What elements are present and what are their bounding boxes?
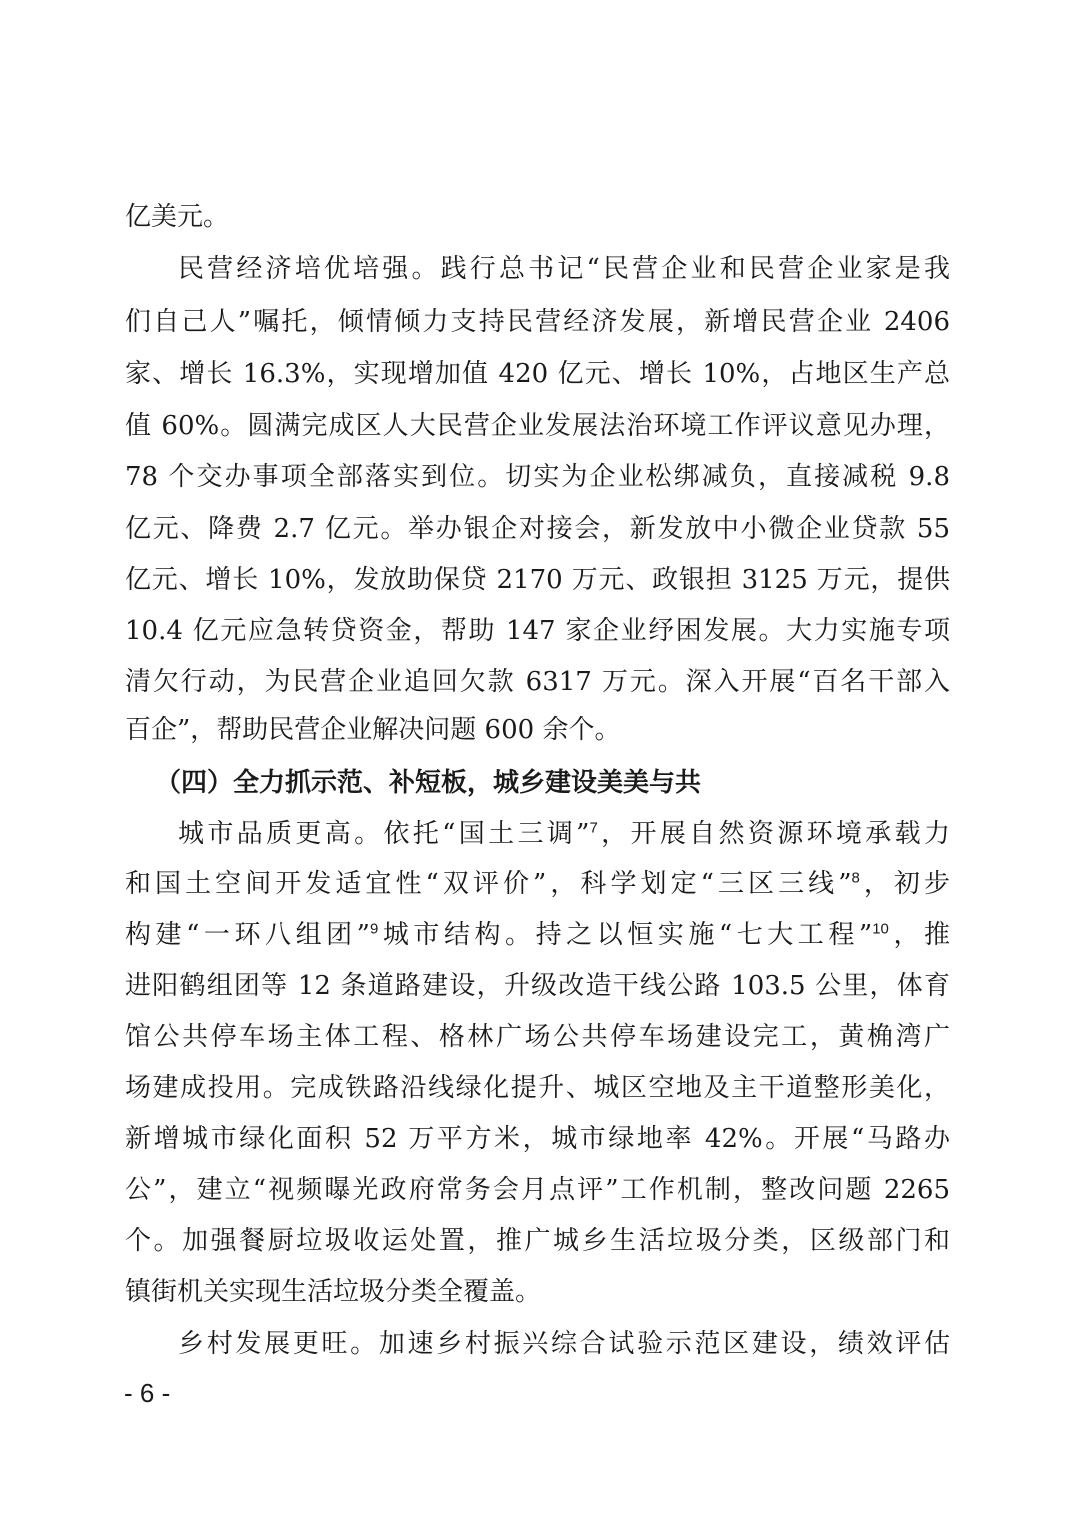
paragraph-line: 新增城市绿化面积 52 万平方米，城市绿地率 42%。开展“马路办 <box>125 1124 950 1154</box>
section-lead-phrase: 乡村发展更旺。 <box>178 1329 379 1359</box>
paragraph-line: 亿元、增长 10%，发放助保贷 2170 万元、政银担 3125 万元，提供 <box>125 565 950 595</box>
paragraph-line <box>125 867 950 901</box>
paragraph-text: 加速乡村振兴综合试验示范区建设，绩效评估 <box>378 1329 950 1359</box>
paragraph-line: 百企”，帮助民营企业解决问题 600 余个。 <box>125 715 621 745</box>
footnote-ref: 9 <box>369 920 379 938</box>
section-lead-phrase: 民营经济培优培强。 <box>178 254 441 284</box>
paragraph-line: 亿元、降费 2.7 亿元。举办银企对接会，新发放中小微企业贷款 55 <box>125 514 950 544</box>
page-number: - 6 - <box>124 1378 171 1408</box>
paragraph-line <box>178 1327 950 1361</box>
footnote-ref: 7 <box>589 819 598 837</box>
paragraph-line: 场建成投用。完成铁路沿线绿化提升、城区空地及主干道整形美化， <box>125 1073 950 1103</box>
paragraph-text: ，推 <box>888 920 950 950</box>
paragraph-line: 们自己人”嘱托，倾情倾力支持民营经济发展，新增民营企业 2406 <box>125 307 950 337</box>
paragraph-line: 亿美元。 <box>125 202 230 232</box>
paragraph-line: 78 个交办事项全部落实到位。切实为企业松绑减负，直接减税 9.8 <box>125 462 950 492</box>
paragraph-line: 清欠行动，为民营企业追回欠款 6317 万元。深入开展“百名干部入 <box>125 667 950 697</box>
paragraph-text: ，开展自然资源环境承载力 <box>597 819 950 849</box>
paragraph-line <box>125 918 950 952</box>
paragraph-text: 依托“国土三调” <box>383 819 590 849</box>
paragraph-text: 和国土空间开发适宜性“双评价”，科学划定“三区三线” <box>125 869 852 899</box>
paragraph-line: 个。加强餐厨垃圾收运处置，推广城乡生活垃圾分类，区级部门和 <box>125 1226 950 1256</box>
paragraph-line: 家、增长 16.3%，实现增加值 420 亿元、增长 10%，占地区生产总 <box>125 359 950 389</box>
paragraph-line: 馆公共停车场主体工程、格林广场公共停车场建设完工，黄桷湾广 <box>125 1022 950 1052</box>
section-heading: （四）全力抓示范、补短板，城乡建设美美与共 <box>155 768 702 798</box>
footnote-ref: 10 <box>872 920 889 938</box>
paragraph-text: 构建“一环八组团” <box>125 920 370 950</box>
paragraph-text: ，初步 <box>859 869 950 899</box>
paragraph-line: 公”，建立“视频曝光政府常务会月点评”工作机制，整改问题 2265 <box>125 1175 950 1205</box>
paragraph-line <box>178 252 950 286</box>
paragraph-line: 镇街机关实现生活垃圾分类全覆盖。 <box>125 1277 542 1307</box>
section-lead-phrase: 城市品质更高。 <box>178 819 384 849</box>
paragraph-line <box>178 817 950 851</box>
paragraph-line: 10.4 亿元应急转贷资金，帮助 147 家企业纾困发展。大力实施专项 <box>125 616 950 646</box>
paragraph-text: 践行总书记“民营企业和民营企业家是我 <box>440 254 950 284</box>
paragraph-line: 进阳鹤组团等 12 条道路建设，升级改造干线公路 103.5 公里，体育 <box>125 971 950 1001</box>
paragraph-text: 城市结构。持之以恒实施“七大工程” <box>378 920 873 950</box>
footnote-ref: 8 <box>851 869 860 887</box>
paragraph-line: 值 60%。圆满完成区人大民营企业发展法治环境工作评议意见办理， <box>125 411 950 441</box>
